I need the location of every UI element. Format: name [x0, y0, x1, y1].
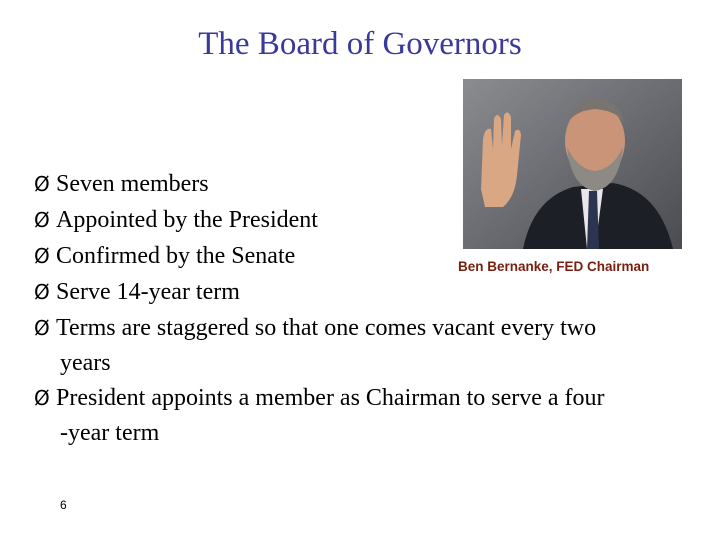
- bullet-item: [34, 202, 704, 238]
- bullet-item: [34, 166, 704, 202]
- bullet-item: [34, 238, 704, 274]
- bullet-text: Appointed by the President: [56, 207, 318, 233]
- bullet-text: Serve 14-year term: [56, 279, 240, 305]
- bullet-arrow-icon: Ø: [34, 280, 50, 304]
- photo-caption: Ben Bernanke, FED Chairman: [458, 259, 650, 274]
- bullet-arrow-icon: Ø: [34, 386, 50, 410]
- bullet-arrow-icon: Ø: [34, 208, 50, 232]
- bullet-text: President appoints a member as Chairman to serve a four: [56, 385, 605, 411]
- bullet-list: [34, 166, 704, 450]
- bullet-item: [34, 310, 704, 380]
- bullet-item: [34, 380, 704, 450]
- bullet-arrow-icon: Ø: [34, 316, 50, 340]
- bullet-text: years: [60, 350, 111, 376]
- bullet-text: Confirmed by the Senate: [56, 243, 296, 269]
- bullet-text: Terms are staggered so that one comes vacant every two: [56, 315, 597, 341]
- bullet-text: -year term: [60, 420, 160, 446]
- bullet-arrow-icon: Ø: [34, 244, 50, 268]
- bullet-arrow-icon: Ø: [34, 172, 50, 196]
- slide-title: The Board of Governors: [198, 26, 522, 62]
- bullet-item: [34, 274, 704, 310]
- bullet-text: Seven members: [56, 171, 209, 197]
- page-number: 6: [60, 498, 67, 512]
